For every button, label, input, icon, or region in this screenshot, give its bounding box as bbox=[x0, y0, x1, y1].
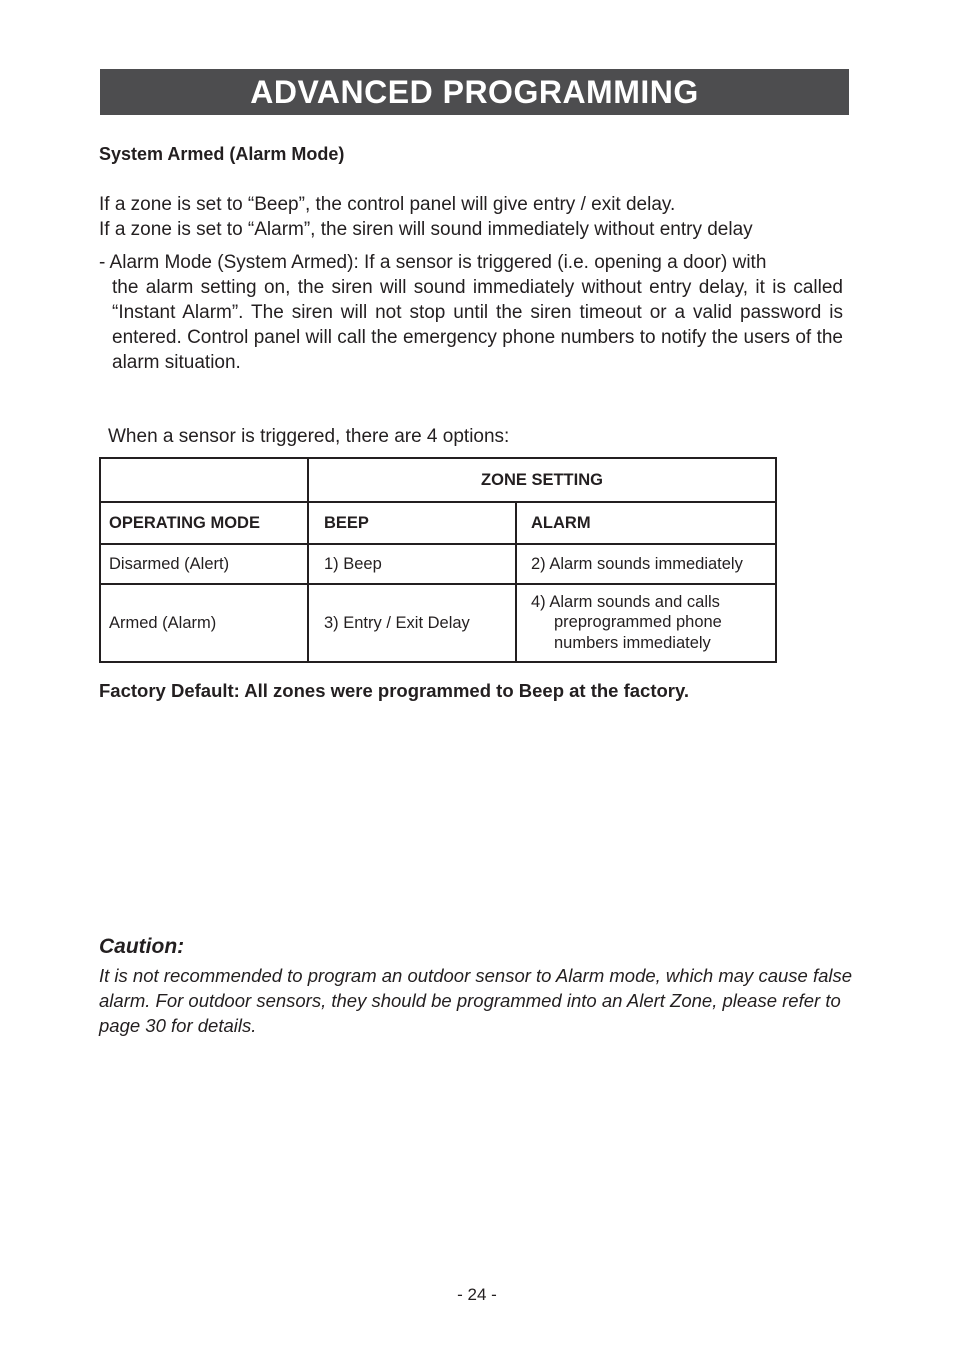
alarm-description: If a zone is set to “Alarm”, the siren will sound immediately without entry delay bbox=[99, 219, 753, 240]
alarm-mode-bullet bbox=[99, 250, 843, 375]
factory-default-note: Factory Default: All zones were programmed to Beep at the factory. bbox=[99, 680, 690, 701]
table-row bbox=[100, 544, 776, 584]
alarm-cell-text: 2) Alarm sounds immediately bbox=[531, 554, 743, 573]
beep-description: If a zone is set to “Beep”, the control panel will give entry / exit delay. bbox=[99, 194, 676, 215]
alarm-cell bbox=[516, 544, 776, 584]
beep-header: BEEP bbox=[308, 502, 516, 544]
page-title: ADVANCED PROGRAMMING bbox=[100, 69, 849, 115]
section-title: System Armed (Alarm Mode) bbox=[99, 144, 345, 164]
alarm-cell-text: 4) Alarm sounds and calls bbox=[531, 592, 720, 611]
table-row bbox=[100, 458, 776, 502]
bullet-first-line: - Alarm Mode (System Armed): If a sensor is triggered (i.e. opening a door) with bbox=[99, 252, 767, 273]
alarm-cell bbox=[516, 584, 776, 662]
operating-mode-header: OPERATING MODE bbox=[100, 502, 308, 544]
bullet-continuation: the alarm setting on, the siren will sound immediately without entry delay, it is called “Instant Alarm”. The siren will not stop until the siren timeout or a valid password is entered. Control panel will call the emergency phone numbers to notify the users of the alarm situation. bbox=[112, 277, 843, 373]
table-row bbox=[100, 502, 776, 544]
empty-corner-cell bbox=[100, 458, 308, 502]
table-row bbox=[100, 584, 776, 662]
beep-cell: 1) Beep bbox=[308, 544, 516, 584]
mode-cell: Armed (Alarm) bbox=[100, 584, 308, 662]
caution-text: It is not recommended to program an outdoor sensor to Alarm mode, which may cause false alarm. For outdoor sensors, they should be programmed into an Alert Zone, please refer to page 30 for details. bbox=[99, 965, 853, 1036]
page-number: - 24 - bbox=[457, 1285, 497, 1304]
beep-cell: 3) Entry / Exit Delay bbox=[308, 584, 516, 662]
mode-cell: Disarmed (Alert) bbox=[100, 544, 308, 584]
alarm-cell-continuation: preprogrammed phone numbers immediately bbox=[554, 612, 722, 652]
alarm-header: ALARM bbox=[516, 502, 776, 544]
zone-setting-table bbox=[99, 457, 777, 663]
caution-title: Caution: bbox=[99, 935, 185, 958]
zone-setting-header: ZONE SETTING bbox=[308, 458, 776, 502]
options-intro: When a sensor is triggered, there are 4 options: bbox=[108, 426, 510, 447]
